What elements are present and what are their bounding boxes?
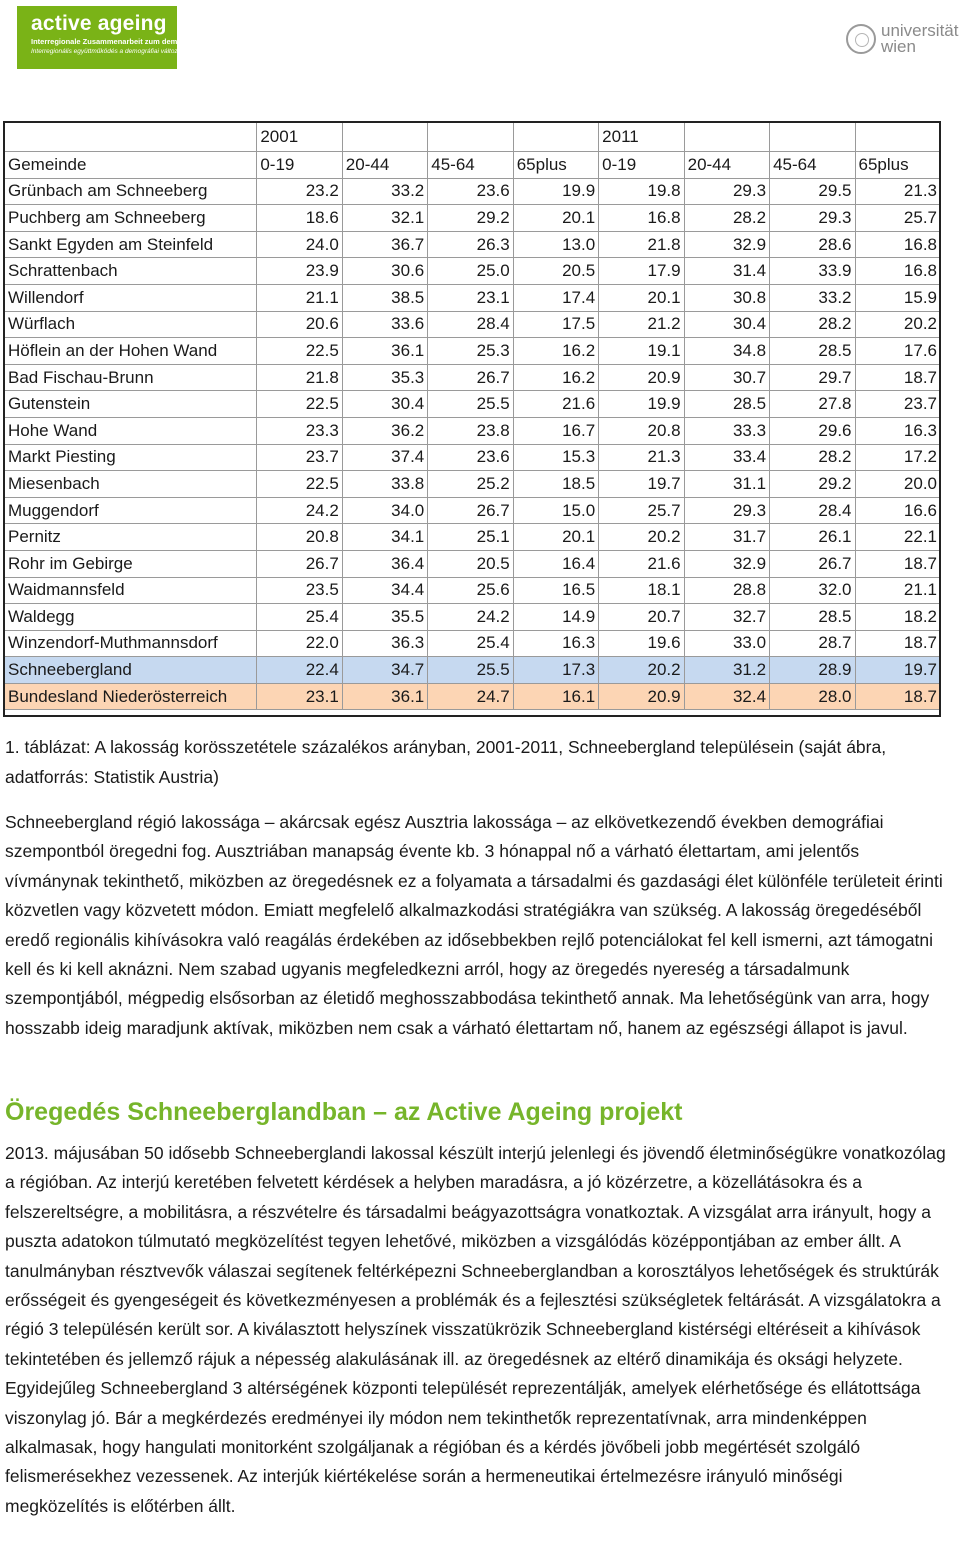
table-cell-value: 33.6 bbox=[342, 311, 427, 338]
table-cell-value: 30.8 bbox=[684, 284, 769, 311]
municipality-name: Puchberg am Schneeberg bbox=[5, 205, 257, 232]
column-header: 0-19 bbox=[257, 152, 342, 179]
table-cell-value: 17.9 bbox=[599, 258, 684, 285]
table-cell-value: 19.8 bbox=[599, 178, 684, 205]
table-caption: 1. táblázat: A lakosság korösszetétele százalékos arányban, 2001-2011, Schneebergland településein (saját ábra, adatforrás: Statistik Austria) bbox=[5, 737, 887, 787]
municipality-name: Markt Piesting bbox=[5, 444, 257, 471]
table-cell-value: 34.8 bbox=[684, 338, 769, 365]
column-header: 0-19 bbox=[599, 152, 684, 179]
table-cell-value: 30.7 bbox=[684, 364, 769, 391]
municipality-name: Waidmannsfeld bbox=[5, 577, 257, 604]
municipality-name: Rohr im Gebirge bbox=[5, 550, 257, 577]
table-cell-value: 33.2 bbox=[770, 284, 855, 311]
table-cell-value: 21.3 bbox=[599, 444, 684, 471]
table-cell-value: 26.1 bbox=[770, 524, 855, 551]
table-cell-value: 33.3 bbox=[684, 417, 769, 444]
table-cell-value: 23.5 bbox=[257, 577, 342, 604]
table-cell-value: 25.0 bbox=[428, 258, 513, 285]
table-cell-value: 34.0 bbox=[342, 497, 427, 524]
logo-tagline-hungarian: Interregionális együttműködés a demográfiai változások jegyében bbox=[31, 48, 220, 55]
table-cell-value: 16.2 bbox=[513, 338, 598, 365]
table-cell-value: 34.1 bbox=[342, 524, 427, 551]
logo-univ-line2: wien bbox=[881, 37, 916, 56]
table-cell-value: 31.1 bbox=[684, 471, 769, 498]
table-cell-value: 33.4 bbox=[684, 444, 769, 471]
table-cell-value: 28.5 bbox=[770, 604, 855, 631]
municipality-name: Miesenbach bbox=[5, 471, 257, 498]
year-header-2001: 2001 bbox=[257, 123, 342, 152]
table-row bbox=[5, 231, 941, 258]
municipality-name: Winzendorf-Muthmannsdorf bbox=[5, 630, 257, 657]
table-cell-value: 20.9 bbox=[599, 683, 684, 710]
table-row bbox=[5, 258, 941, 285]
table-cell-value: 16.3 bbox=[855, 417, 940, 444]
table-cell-value: 37.4 bbox=[342, 444, 427, 471]
table-cell-value: 16.6 bbox=[855, 497, 940, 524]
table-row bbox=[5, 550, 941, 577]
table-cell-value: 28.4 bbox=[428, 311, 513, 338]
table-row bbox=[5, 311, 941, 338]
table-cell-value: 26.7 bbox=[257, 550, 342, 577]
table-cell-value: 21.8 bbox=[257, 364, 342, 391]
table-cell-value: 23.1 bbox=[428, 284, 513, 311]
municipality-name: Muggendorf bbox=[5, 497, 257, 524]
table-row bbox=[5, 444, 941, 471]
table-cell-value: 27.8 bbox=[770, 391, 855, 418]
table-cell-value: 16.4 bbox=[513, 550, 598, 577]
table-cell-value: 23.3 bbox=[257, 417, 342, 444]
column-header: Gemeinde bbox=[5, 152, 257, 179]
table-cell-value: 21.2 bbox=[599, 311, 684, 338]
table-cell-value: 29.2 bbox=[428, 205, 513, 232]
municipality-name: Bad Fischau-Brunn bbox=[5, 364, 257, 391]
table-cell-value: 20.5 bbox=[428, 550, 513, 577]
table-cell-value: 28.6 bbox=[770, 231, 855, 258]
active-ageing-logo bbox=[17, 6, 249, 69]
table-cell-value: 30.6 bbox=[342, 258, 427, 285]
table-cell-value: 26.7 bbox=[428, 364, 513, 391]
table-cell-value: 26.7 bbox=[770, 550, 855, 577]
table-cell-value: 21.6 bbox=[513, 391, 598, 418]
table-cell-value: 14.9 bbox=[513, 604, 598, 631]
table-cell-value: 22.1 bbox=[855, 524, 940, 551]
table-row bbox=[5, 630, 941, 657]
table-cell-value: 25.4 bbox=[428, 630, 513, 657]
column-header: 45-64 bbox=[428, 152, 513, 179]
table-cell-value: 33.0 bbox=[684, 630, 769, 657]
table-cell-value: 23.9 bbox=[257, 258, 342, 285]
table-cell-value: 32.4 bbox=[684, 683, 769, 710]
column-header: 45-64 bbox=[770, 152, 855, 179]
table-row bbox=[5, 391, 941, 418]
table-row bbox=[5, 178, 941, 205]
table-cell-value: 24.2 bbox=[257, 497, 342, 524]
table-cell-value: 25.4 bbox=[257, 604, 342, 631]
municipality-name: Höflein an der Hohen Wand bbox=[5, 338, 257, 365]
table-cell-value: 18.7 bbox=[855, 364, 940, 391]
table-cell-value: 22.5 bbox=[257, 391, 342, 418]
table-cell-value: 20.9 bbox=[599, 364, 684, 391]
table-cell-value: 23.2 bbox=[257, 178, 342, 205]
table-cell-value: 20.2 bbox=[599, 657, 684, 684]
table-cell-value: 25.3 bbox=[428, 338, 513, 365]
table-cell-value: 29.7 bbox=[770, 364, 855, 391]
table-cell-value: 36.3 bbox=[342, 630, 427, 657]
table-cell-value: 38.5 bbox=[342, 284, 427, 311]
table-cell-value: 16.7 bbox=[513, 417, 598, 444]
table-cell-value: 23.6 bbox=[428, 444, 513, 471]
table-cell-value: 20.1 bbox=[513, 524, 598, 551]
logo-tagline-german: Interregionale Zusammenarbeit zum demografischen Wandel bbox=[31, 37, 249, 46]
table-cell-value: 20.1 bbox=[513, 205, 598, 232]
table-row bbox=[5, 657, 941, 684]
table-cell-value: 19.7 bbox=[599, 471, 684, 498]
table-cell-value: 32.9 bbox=[684, 550, 769, 577]
municipality-name: Hohe Wand bbox=[5, 417, 257, 444]
university-seal-icon bbox=[846, 24, 876, 54]
table-cell-value: 34.4 bbox=[342, 577, 427, 604]
table-cell-value: 19.7 bbox=[855, 657, 940, 684]
table-cell-value: 20.5 bbox=[513, 258, 598, 285]
table-cell-value: 28.5 bbox=[684, 391, 769, 418]
table-row bbox=[5, 524, 941, 551]
table-cell-value: 33.9 bbox=[770, 258, 855, 285]
table-row bbox=[5, 364, 941, 391]
column-header: 65plus bbox=[513, 152, 598, 179]
municipality-name: Bundesland Niederösterreich bbox=[5, 683, 257, 710]
table-cell-value: 35.3 bbox=[342, 364, 427, 391]
table-cell-value: 33.8 bbox=[342, 471, 427, 498]
table-cell-value: 35.5 bbox=[342, 604, 427, 631]
table-cell-value: 29.3 bbox=[684, 178, 769, 205]
table-cell-value: 16.1 bbox=[513, 683, 598, 710]
column-header: 65plus bbox=[855, 152, 940, 179]
table-cell-value: 15.9 bbox=[855, 284, 940, 311]
table-row bbox=[5, 471, 941, 498]
table-cell-value: 28.9 bbox=[770, 657, 855, 684]
table-cell-value: 31.4 bbox=[684, 258, 769, 285]
table-cell-value: 29.2 bbox=[770, 471, 855, 498]
table-cell-value: 17.3 bbox=[513, 657, 598, 684]
table-cell-value: 29.3 bbox=[770, 205, 855, 232]
body-paragraph-2: 2013. májusában 50 idősebb Schneeberglandi lakossal készült interjú jelenlegi és jövendő életminőségükre vonatkozólag a régióban. Az interjú keretében felvetett kérdések a helyben maradásra, a jó közérzetre, a közellátásokra és a felszereltségre, a mobilitásra, a részvételre és társadalmi beágyazottságra vonatkoztak. A vizsgálat arra irányult, hogy a puszta adatokon túlmutató megközelítést tegyen lehetővé, miközben a vizsgálódás középpontjában az ember állt. A tanulmányban résztvevők válaszai segítenek feltérképezni Schneeberglandban a korosztályos lehetőségek és struktúrák erősségeit és gyengeségeit és következményesen a problémák és a fejlesztési szükségletek feltárását. A vizsgálatokra a régió 3 településén került sor. A kiválasztott helyszínek visszatükrözik Schneebergland kistérségi eltéréseit a kihívások tekintetében és jellemző rájuk a népesség alakulásának ill. az öregedésnek az eltérő dinamikája és oksági helyzete. Egyidejűleg Schneebergland 3 altérségének központi települését reprezentálják, amelyek elérhetősége és ellátottsága viszonylag jó. Bár a megkérdezés eredményei ily módon nem tekinthetők reprezentatívnak, arra mindenképpen alkalmasak, hogy hangulati monitorként szolgáljanak a régióban és a kérdés jövőbeli jobb megértését szolgáló felismerésekhez vezessenek. Az interjúk kiértékelése során a hermeneutikai értelmezésre irányuló minőségi megközelítés is előtérben állt. bbox=[5, 1143, 946, 1516]
table-empty-cell bbox=[5, 123, 257, 152]
table-cell-value: 19.9 bbox=[599, 391, 684, 418]
column-header: 20-44 bbox=[684, 152, 769, 179]
table-cell-value: 33.2 bbox=[342, 178, 427, 205]
table-cell-value: 20.2 bbox=[599, 524, 684, 551]
table-cell-value: 36.1 bbox=[342, 338, 427, 365]
table-cell-value: 21.6 bbox=[599, 550, 684, 577]
table-cell-value: 20.0 bbox=[855, 471, 940, 498]
table-cell-value: 25.6 bbox=[428, 577, 513, 604]
table-cell-value: 21.8 bbox=[599, 231, 684, 258]
table-cell-value: 28.4 bbox=[770, 497, 855, 524]
table-cell-value: 20.1 bbox=[599, 284, 684, 311]
table-row bbox=[5, 604, 941, 631]
table-cell-value: 20.8 bbox=[257, 524, 342, 551]
table-cell-value: 22.5 bbox=[257, 471, 342, 498]
table-cell-value: 17.5 bbox=[513, 311, 598, 338]
table-cell-value: 32.0 bbox=[770, 577, 855, 604]
table-cell-value: 21.1 bbox=[257, 284, 342, 311]
logo-univ-line1: universität bbox=[881, 21, 959, 40]
table-cell-value: 18.6 bbox=[257, 205, 342, 232]
table-cell-value: 18.2 bbox=[855, 604, 940, 631]
table-cell-value: 25.5 bbox=[428, 657, 513, 684]
table-cell-value: 16.3 bbox=[513, 630, 598, 657]
table-cell-value: 15.3 bbox=[513, 444, 598, 471]
table-cell-value: 16.2 bbox=[513, 364, 598, 391]
table-cell-value: 22.0 bbox=[257, 630, 342, 657]
table-cell-value: 29.6 bbox=[770, 417, 855, 444]
table-cell-value: 25.5 bbox=[428, 391, 513, 418]
table-cell-value: 24.7 bbox=[428, 683, 513, 710]
table-cell-value: 20.6 bbox=[257, 311, 342, 338]
table-cell-value: 22.4 bbox=[257, 657, 342, 684]
table-year-row bbox=[5, 123, 941, 152]
table-cell-value: 18.7 bbox=[855, 550, 940, 577]
table-row bbox=[5, 284, 941, 311]
table-cell-value: 20.2 bbox=[855, 311, 940, 338]
table-cell-value: 24.0 bbox=[257, 231, 342, 258]
table-cell-value: 30.4 bbox=[684, 311, 769, 338]
table-cell-value: 22.5 bbox=[257, 338, 342, 365]
municipality-name: Würflach bbox=[5, 311, 257, 338]
table-cell-value: 25.7 bbox=[599, 497, 684, 524]
year-header-2011: 2011 bbox=[599, 123, 684, 152]
table-cell-value: 36.1 bbox=[342, 683, 427, 710]
table-cell-value: 28.7 bbox=[770, 630, 855, 657]
table-cell-value: 17.6 bbox=[855, 338, 940, 365]
table-cell-value: 28.8 bbox=[684, 577, 769, 604]
table-cell-value: 36.7 bbox=[342, 231, 427, 258]
table-cell-value: 19.1 bbox=[599, 338, 684, 365]
table-cell-value: 28.2 bbox=[770, 444, 855, 471]
table-cell-value: 32.9 bbox=[684, 231, 769, 258]
municipality-name: Sankt Egyden am Steinfeld bbox=[5, 231, 257, 258]
table-cell-value: 24.2 bbox=[428, 604, 513, 631]
population-age-table bbox=[4, 122, 941, 710]
table-cell-value: 18.7 bbox=[855, 630, 940, 657]
table-row bbox=[5, 205, 941, 232]
table-cell-value: 16.8 bbox=[855, 258, 940, 285]
table-cell-value: 28.5 bbox=[770, 338, 855, 365]
table-cell-value: 25.7 bbox=[855, 205, 940, 232]
table-cell-value: 29.3 bbox=[684, 497, 769, 524]
table-cell-value: 28.0 bbox=[770, 683, 855, 710]
table-cell-value: 18.7 bbox=[855, 683, 940, 710]
table-cell-value: 19.9 bbox=[513, 178, 598, 205]
table-cell-value: 31.7 bbox=[684, 524, 769, 551]
table-cell-value: 16.8 bbox=[599, 205, 684, 232]
table-cell-value: 15.0 bbox=[513, 497, 598, 524]
table-cell-value: 28.2 bbox=[770, 311, 855, 338]
table-row bbox=[5, 683, 941, 710]
table-cell-value: 23.8 bbox=[428, 417, 513, 444]
table-cell-value: 21.3 bbox=[855, 178, 940, 205]
section-heading: Öregedés Schneeberglandban – az Active Ageing projekt bbox=[5, 1098, 683, 1126]
table-cell-value: 30.4 bbox=[342, 391, 427, 418]
municipality-name: Schrattenbach bbox=[5, 258, 257, 285]
table-cell-value: 28.2 bbox=[684, 205, 769, 232]
table-cell-value: 20.8 bbox=[599, 417, 684, 444]
table-cell-value: 26.7 bbox=[428, 497, 513, 524]
table-column-header-row bbox=[5, 152, 941, 179]
municipality-name: Schneebergland bbox=[5, 657, 257, 684]
table-cell-value: 32.1 bbox=[342, 205, 427, 232]
table-row bbox=[5, 338, 941, 365]
table-cell-value: 36.4 bbox=[342, 550, 427, 577]
table-cell-value: 34.7 bbox=[342, 657, 427, 684]
table-cell-value: 29.5 bbox=[770, 178, 855, 205]
table-cell-value: 21.1 bbox=[855, 577, 940, 604]
column-header: 20-44 bbox=[342, 152, 427, 179]
table-cell-value: 20.7 bbox=[599, 604, 684, 631]
table-cell-value: 32.7 bbox=[684, 604, 769, 631]
table-cell-value: 18.1 bbox=[599, 577, 684, 604]
table-cell-value: 18.5 bbox=[513, 471, 598, 498]
table-cell-value: 36.2 bbox=[342, 417, 427, 444]
municipality-name: Grünbach am Schneeberg bbox=[5, 178, 257, 205]
table-cell-value: 13.0 bbox=[513, 231, 598, 258]
table-cell-value: 16.8 bbox=[855, 231, 940, 258]
table-row bbox=[5, 497, 941, 524]
table-cell-value: 19.6 bbox=[599, 630, 684, 657]
municipality-name: Pernitz bbox=[5, 524, 257, 551]
table-cell-value: 25.2 bbox=[428, 471, 513, 498]
table-cell-value: 16.5 bbox=[513, 577, 598, 604]
table-row bbox=[5, 577, 941, 604]
table-cell-value: 26.3 bbox=[428, 231, 513, 258]
municipality-name: Gutenstein bbox=[5, 391, 257, 418]
table-cell-value: 23.1 bbox=[257, 683, 342, 710]
table-cell-value: 23.7 bbox=[257, 444, 342, 471]
table-cell-value: 25.1 bbox=[428, 524, 513, 551]
table-cell-value: 23.7 bbox=[855, 391, 940, 418]
logo-brand-text: active ageing bbox=[31, 12, 167, 35]
table-cell-value: 31.2 bbox=[684, 657, 769, 684]
table-cell-value: 17.4 bbox=[513, 284, 598, 311]
table-cell-value: 17.2 bbox=[855, 444, 940, 471]
municipality-name: Waldegg bbox=[5, 604, 257, 631]
body-paragraph-1: Schneebergland régió lakossága – akárcsak egész Ausztria lakossága – az elkövetkezendő években demográfiai szempontból öregedni fog. Ausztriában manapság évente kb. 3 hónappal nő a várható élettartam, ami jelentős vívmánynak tekinthető, miközben az öregedésnek ez a folyamata a társadalmi és gazdasági élet különféle területeit érinti közvetlen vagy közvetett módon. Emiatt megfelelő alkalmazkodási stratégiákra van szükség. A lakosság öregedéséből eredő regionális kihívásokra való reagálás érdekében az idősebbekben rejlő potenciálokat fel kell ismerni, azt támogatni kell és ki kell aknázni. Nem szabad ugyanis megfeledkezni arról, hogy az öregedés nyereség a társadalmunk szempontjából, mégpedig elsősorban az életidő meghosszabbodása tekinthető annak. Ma lehetőségünk van arra, hogy hosszabb ideig maradjunk aktívak, miközben nem csak a várható élettartam nő, hanem az egészségi állapot is javul. bbox=[5, 812, 943, 1038]
universitat-wien-logo bbox=[846, 21, 959, 58]
table-row bbox=[5, 417, 941, 444]
municipality-name: Willendorf bbox=[5, 284, 257, 311]
table-cell-value: 23.6 bbox=[428, 178, 513, 205]
